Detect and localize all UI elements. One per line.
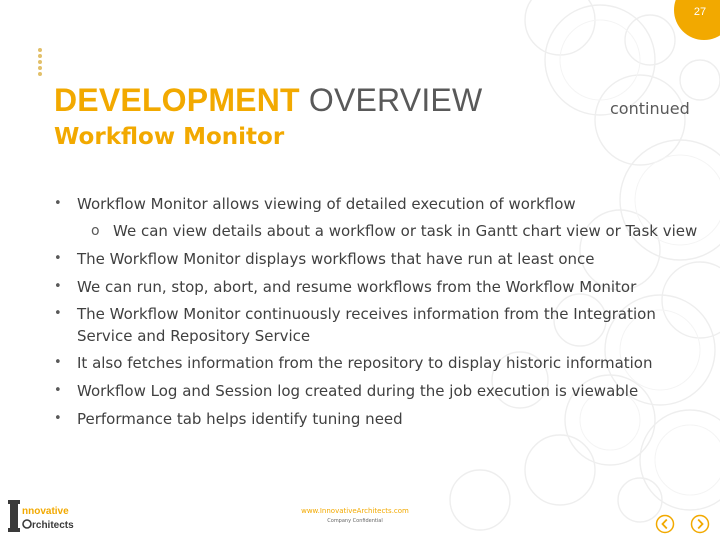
bullet-mark: •	[54, 383, 62, 398]
bullet-text: The Workflow Monitor continuously receives information from the Integration Service and Repository Service	[77, 305, 656, 345]
bullet-text: Workflow Log and Session log created during the job execution is viewable	[77, 382, 639, 400]
footer-confidential: Company Confidential	[327, 518, 383, 524]
bullet-item	[54, 193, 667, 215]
logo-line1: nnovative	[22, 506, 69, 517]
bullet-mark: •	[54, 196, 62, 211]
bullet-item	[54, 352, 667, 374]
bullet-item	[54, 303, 667, 347]
bullet-mark: •	[54, 251, 62, 266]
bullet-mark: •	[54, 306, 62, 321]
bullet-text: Workflow Monitor allows viewing of detailed execution of workflow	[77, 195, 576, 213]
footer-url[interactable]: www.InnovativeArchitects.com	[301, 507, 409, 515]
sub-bullet-item	[91, 220, 713, 242]
footer	[255, 507, 455, 524]
sub-bullet-mark: o	[91, 223, 100, 239]
company-logo	[8, 498, 98, 534]
bullet-item	[54, 276, 667, 298]
page-number: 27	[693, 6, 707, 18]
logo-line2: rchitects	[32, 520, 74, 531]
bullet-mark: •	[54, 279, 62, 294]
slide-subtitle: Workflow Monitor	[54, 124, 285, 150]
bullet-text: It also fetches information from the repository to display historic information	[77, 354, 653, 372]
title-part2: OVERVIEW	[308, 82, 483, 118]
bullet-mark: •	[54, 355, 62, 370]
bullet-text: The Workflow Monitor displays workflows that have run at least once	[77, 250, 595, 268]
bullet-item	[54, 380, 667, 402]
sub-bullet-text: We can view details about a workflow or task in Gantt chart view or Task view	[113, 222, 698, 240]
bullet-text: Performance tab helps identify tuning need	[77, 410, 403, 428]
chevron-right-circle-icon[interactable]	[690, 514, 710, 534]
chevron-left-circle-icon[interactable]	[655, 514, 675, 534]
continued-label: continued	[610, 99, 690, 118]
title-part1: DEVELOPMENT	[54, 82, 300, 118]
bullet-text: We can run, stop, abort, and resume workflows from the Workflow Monitor	[77, 278, 637, 296]
bullet-item	[54, 408, 667, 430]
bullet-mark: •	[54, 411, 62, 426]
bullet-item	[54, 248, 667, 270]
